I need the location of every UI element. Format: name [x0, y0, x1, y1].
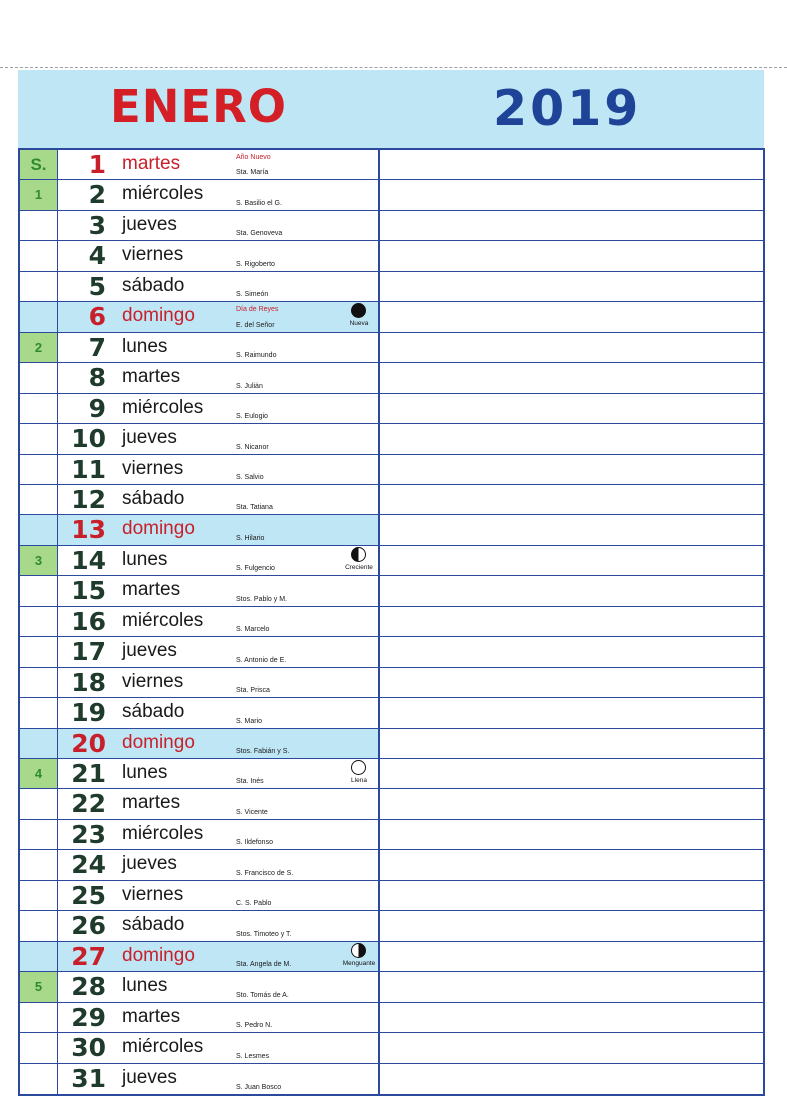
holiday-note: Año Nuevo [236, 154, 271, 161]
weekday-name: sábado [122, 701, 185, 723]
week-number [20, 972, 58, 1001]
day-row [20, 302, 763, 332]
day-row [20, 698, 763, 728]
notes-area [380, 607, 763, 636]
day-number: 10 [71, 424, 106, 454]
saint-name: S. Lesmes [236, 1052, 270, 1060]
day-number: 3 [88, 210, 106, 240]
day-row [20, 607, 763, 637]
saint-name: S. Pedro N. [236, 1022, 273, 1030]
saint-name: Sta. Inés [236, 778, 264, 786]
notes-area [380, 1033, 763, 1062]
day-row [20, 942, 763, 972]
day-number: 20 [71, 728, 106, 758]
week-cell [20, 789, 58, 818]
weekday-name: miércoles [122, 1036, 204, 1058]
saint-name: Sta. Genoveva [236, 230, 283, 238]
day-row [20, 515, 763, 545]
weekday-name: viernes [122, 457, 184, 479]
day-row [20, 729, 763, 759]
weekday-name: jueves [122, 640, 177, 662]
week-label: 2 [34, 339, 43, 355]
week-number [20, 180, 58, 209]
day-cell [58, 180, 380, 209]
week-label: 1 [34, 187, 43, 203]
day-number: 18 [71, 667, 106, 697]
notes-area [380, 668, 763, 697]
saint-name: S. Salvio [236, 473, 264, 481]
saint-name: S. Eulogio [236, 413, 268, 421]
weekday-name: miércoles [122, 183, 204, 205]
day-cell [58, 515, 380, 544]
week-cell [20, 455, 58, 484]
week-cell [20, 850, 58, 879]
day-row [20, 333, 763, 363]
day-cell [58, 759, 380, 788]
holiday-note: Día de Reyes [236, 306, 279, 314]
notes-area [380, 455, 763, 484]
moon-phase-label: Nueva [349, 320, 369, 328]
day-cell [58, 820, 380, 849]
weekday-name: jueves [122, 427, 177, 449]
saint-name: E. del Señor [236, 321, 275, 329]
day-row [20, 394, 763, 424]
day-cell [58, 394, 380, 423]
notes-area [380, 180, 763, 209]
day-number: 17 [71, 637, 106, 667]
day-number: 21 [71, 759, 106, 789]
saint-name: S. Juan Bosco [236, 1083, 282, 1091]
saint-name: C. S. Pablo [236, 900, 272, 908]
week-cell [20, 942, 58, 971]
week-label: 4 [34, 766, 43, 782]
day-row [20, 668, 763, 698]
day-cell [58, 789, 380, 818]
weekday-name: domingo [122, 305, 195, 327]
day-number: 4 [88, 241, 106, 271]
saint-name: S. Nicanor [236, 443, 269, 451]
moon-icon [351, 547, 366, 562]
day-cell [58, 576, 380, 605]
day-number: 15 [71, 576, 106, 606]
notes-area [380, 972, 763, 1001]
week-cell [20, 698, 58, 727]
notes-area [380, 241, 763, 270]
saint-name: Sta. María [236, 169, 269, 177]
notes-area [380, 911, 763, 940]
day-cell [58, 302, 380, 331]
notes-area [380, 729, 763, 758]
saint-name: S. Francisco de S. [236, 869, 294, 877]
day-cell [58, 637, 380, 666]
day-number: 28 [71, 972, 106, 1002]
week-cell [20, 363, 58, 392]
weekday-name: lunes [122, 548, 168, 570]
notes-area [380, 363, 763, 392]
day-row [20, 850, 763, 880]
week-cell [20, 515, 58, 544]
day-number: 9 [88, 393, 106, 423]
weekday-name: martes [122, 366, 181, 388]
day-row [20, 1003, 763, 1033]
day-row [20, 789, 763, 819]
weekday-name: domingo [122, 518, 195, 540]
saint-name: S. Simeón [236, 291, 269, 299]
day-row [20, 820, 763, 850]
saint-name: S. Hilario [236, 534, 265, 542]
notes-area [380, 272, 763, 301]
moon-phase [336, 547, 382, 576]
day-row [20, 881, 763, 911]
day-row [20, 363, 763, 393]
notes-area [380, 881, 763, 910]
week-cell [20, 1064, 58, 1094]
saint-name: S. Raimundo [236, 352, 277, 360]
weekday-name: martes [122, 792, 181, 814]
day-row [20, 272, 763, 302]
day-cell [58, 911, 380, 940]
day-cell [58, 363, 380, 392]
week-cell [20, 576, 58, 605]
day-number: 29 [71, 1002, 106, 1032]
weekday-name: jueves [122, 1066, 177, 1088]
weekday-name: jueves [122, 853, 177, 875]
day-cell [58, 455, 380, 484]
day-number: 12 [71, 484, 106, 514]
day-number: 1 [88, 150, 106, 179]
notes-area [380, 698, 763, 727]
saint-name: S. Rigoberto [236, 260, 275, 268]
saint-name: Stos. Fabián y S. [236, 748, 290, 756]
saint-name: Sta. Prisca [236, 687, 270, 695]
notes-area [380, 820, 763, 849]
day-row [20, 424, 763, 454]
day-cell [58, 729, 380, 758]
weekday-name: viernes [122, 244, 184, 266]
month-title: ENERO [110, 80, 288, 133]
moon-phase [336, 760, 382, 789]
day-cell [58, 333, 380, 362]
week-cell [20, 241, 58, 270]
saint-name: Stos. Timoteo y T. [236, 930, 292, 938]
day-number: 2 [88, 180, 106, 210]
week-label: 3 [34, 552, 43, 568]
weekday-name: lunes [122, 335, 168, 357]
week-cell [20, 302, 58, 331]
moon-icon [351, 303, 366, 318]
saint-name: S. Julián [236, 382, 263, 390]
day-number: 22 [71, 789, 106, 819]
day-cell [58, 241, 380, 270]
notes-area [380, 424, 763, 453]
day-number: 30 [71, 1033, 106, 1063]
day-number: 11 [71, 454, 106, 484]
day-row [20, 1033, 763, 1063]
weekday-name: miércoles [122, 609, 204, 631]
notes-area [380, 1003, 763, 1032]
weekday-name: lunes [122, 762, 168, 784]
day-row [20, 1064, 763, 1094]
weekday-name: sábado [122, 274, 185, 296]
day-number: 31 [71, 1063, 106, 1093]
notes-area [380, 150, 763, 179]
notes-area [380, 515, 763, 544]
week-number [20, 333, 58, 362]
day-cell [58, 1064, 380, 1094]
notes-area [380, 637, 763, 666]
week-cell [20, 1003, 58, 1032]
day-number: 25 [71, 880, 106, 910]
week-number [20, 546, 58, 575]
saint-name: Sta. Tatiana [236, 504, 273, 512]
day-number: 14 [71, 545, 106, 575]
moon-phase-label: Llena [351, 777, 367, 785]
notes-area [380, 485, 763, 514]
day-number: 7 [88, 332, 106, 362]
moon-phase [336, 943, 382, 972]
saint-name: S. Marcelo [236, 626, 270, 634]
day-row [20, 485, 763, 515]
day-cell [58, 272, 380, 301]
week-cell [20, 211, 58, 240]
notes-area [380, 759, 763, 788]
moon-phase-label: Menguante [342, 959, 376, 967]
day-row [20, 759, 763, 789]
calendar-header [18, 70, 764, 148]
day-row [20, 150, 763, 180]
moon-icon [351, 943, 366, 958]
day-cell [58, 424, 380, 453]
day-row [20, 180, 763, 210]
day-cell [58, 850, 380, 879]
notes-area [380, 789, 763, 818]
weekday-name: sábado [122, 487, 185, 509]
weekday-name: miércoles [122, 396, 204, 418]
day-number: 27 [71, 941, 106, 971]
weekday-name: domingo [122, 731, 195, 753]
weekday-name: domingo [122, 944, 195, 966]
week-label: 5 [34, 979, 43, 995]
saint-name: S. Antonio de E. [236, 656, 287, 664]
weekday-name: martes [122, 153, 181, 174]
weekday-name: jueves [122, 213, 177, 235]
moon-phase [336, 303, 382, 332]
saint-name: S. Basilio el G. [236, 199, 282, 207]
week-cell [20, 485, 58, 514]
weekday-name: viernes [122, 670, 184, 692]
moon-phase-label: Creciente [345, 563, 373, 571]
notes-area [380, 394, 763, 423]
week-cell [20, 881, 58, 910]
moon-icon [351, 760, 366, 775]
weekday-name: viernes [122, 883, 184, 905]
saint-name: Sto. Tomás de A. [236, 991, 289, 999]
notes-area [380, 576, 763, 605]
weekday-name: martes [122, 579, 181, 601]
notes-area [380, 211, 763, 240]
day-number: 6 [88, 302, 106, 332]
day-cell [58, 1003, 380, 1032]
saint-name: Stos. Pablo y M. [236, 595, 287, 603]
day-row [20, 241, 763, 271]
day-row [20, 546, 763, 576]
day-cell [58, 942, 380, 971]
day-cell [58, 485, 380, 514]
day-cell [58, 668, 380, 697]
day-row [20, 637, 763, 667]
week-cell [20, 607, 58, 636]
day-cell [58, 1033, 380, 1062]
day-row [20, 455, 763, 485]
saint-name: Sta. Angela de M. [236, 961, 292, 969]
weekday-name: lunes [122, 975, 168, 997]
day-number: 8 [88, 363, 106, 393]
week-label: S. [30, 155, 47, 174]
week-cell [20, 1033, 58, 1062]
weekday-name: miércoles [122, 822, 204, 844]
year-title: 2019 [493, 80, 642, 137]
day-row [20, 211, 763, 241]
day-number: 13 [71, 515, 106, 545]
weekday-name: martes [122, 1005, 181, 1027]
day-row [20, 576, 763, 606]
day-cell [58, 150, 380, 179]
saint-name: S. Mario [236, 717, 263, 725]
week-cell [20, 424, 58, 453]
day-number: 26 [71, 911, 106, 941]
week-cell [20, 729, 58, 758]
saint-name: S. Ildefonso [236, 839, 273, 847]
calendar-grid [18, 148, 765, 1096]
notes-area [380, 546, 763, 575]
day-number: 19 [71, 698, 106, 728]
week-number [20, 759, 58, 788]
saint-name: S. Vicente [236, 808, 268, 816]
weekday-name: sábado [122, 914, 185, 936]
week-cell [20, 668, 58, 697]
day-cell [58, 972, 380, 1001]
week-number [20, 150, 58, 179]
day-cell [58, 607, 380, 636]
week-cell [20, 911, 58, 940]
notes-area [380, 333, 763, 362]
notes-area [380, 942, 763, 971]
notes-area [380, 1064, 763, 1094]
cut-line [0, 67, 787, 68]
week-cell [20, 394, 58, 423]
day-cell [58, 546, 380, 575]
week-cell [20, 272, 58, 301]
notes-area [380, 850, 763, 879]
day-cell [58, 881, 380, 910]
day-number: 5 [88, 271, 106, 301]
day-number: 16 [71, 606, 106, 636]
day-row [20, 911, 763, 941]
day-number: 24 [71, 850, 106, 880]
day-row [20, 972, 763, 1002]
day-number: 23 [71, 819, 106, 849]
day-cell [58, 211, 380, 240]
day-cell [58, 698, 380, 727]
week-cell [20, 820, 58, 849]
week-cell [20, 637, 58, 666]
notes-area [380, 302, 763, 331]
saint-name: S. Fulgencio [236, 565, 275, 573]
